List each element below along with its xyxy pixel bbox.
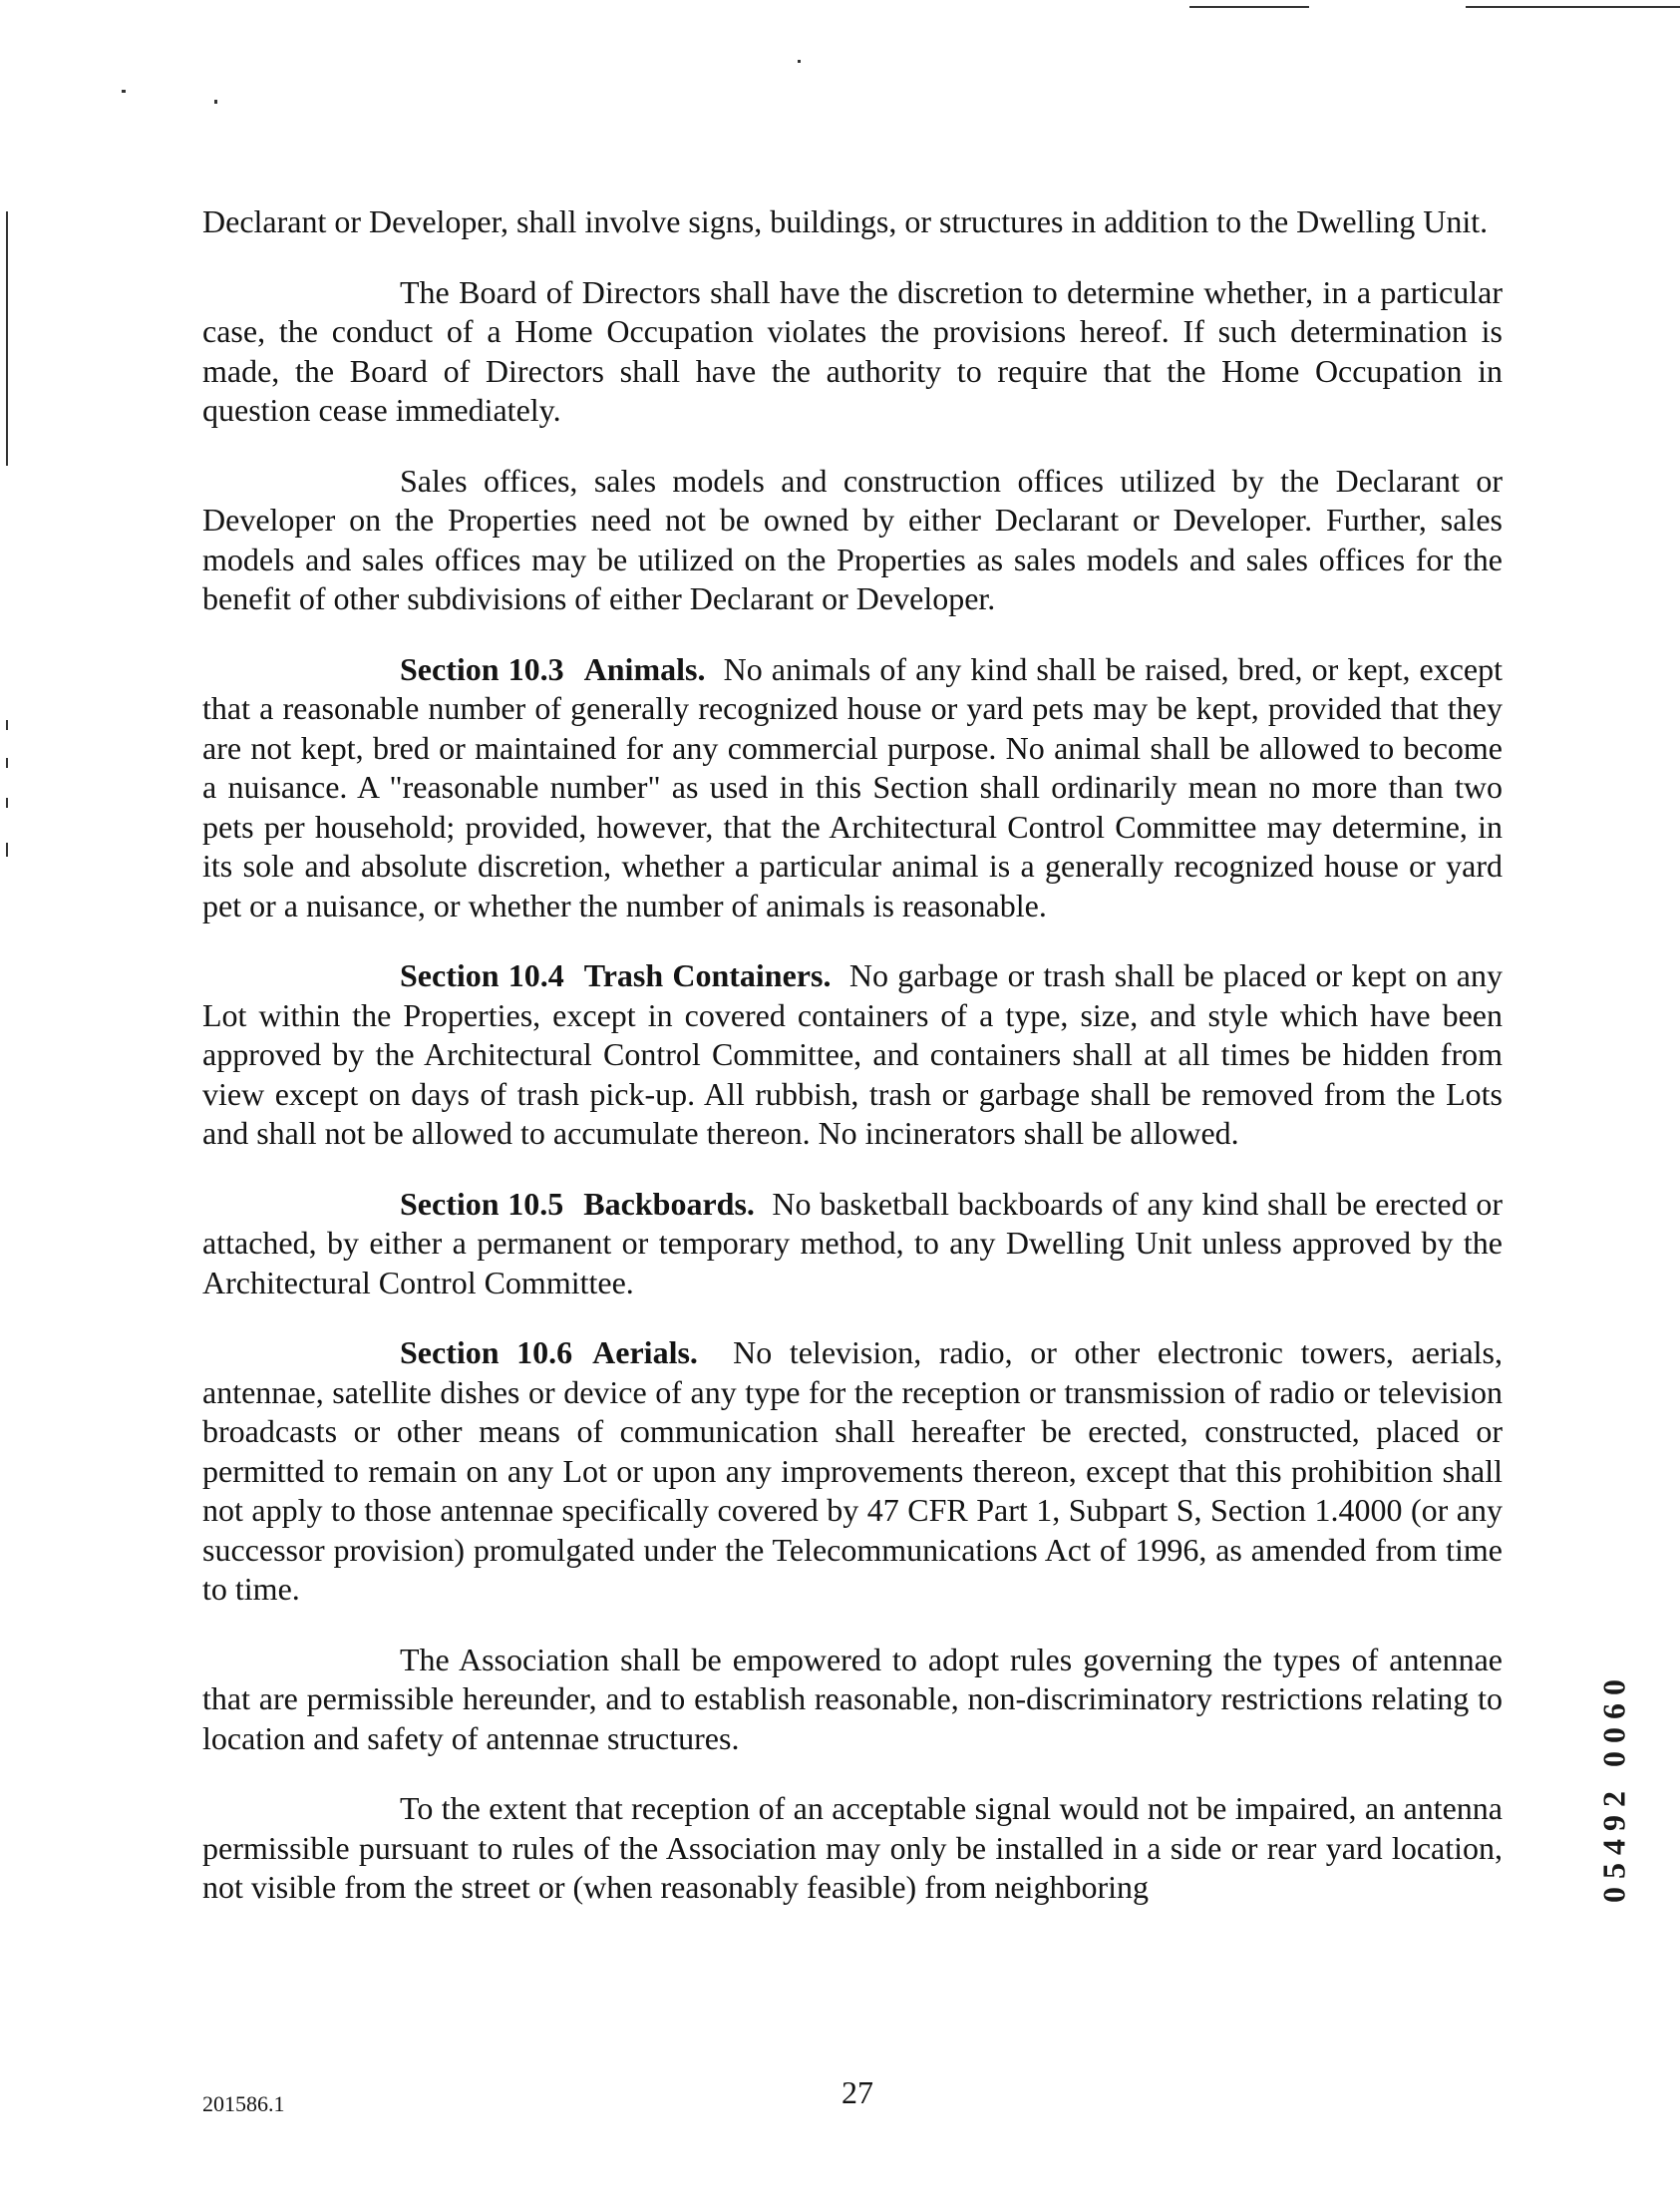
section-10-4-trash-containers [202,956,1503,1154]
section-text: No basketball backboards of any kind shall be erected or attached, by either a permanent or temporary method, to any Dwelling Unit unless approved by the Architectural Control Committee. [202,1185,1504,1300]
paragraph-sales-offices [202,462,1503,619]
section-title: Backboards. [583,1185,755,1222]
scan-artifact-tick-1 [6,720,8,730]
section-title: Trash Containers. [583,957,832,993]
recording-stamp-text: 05492 0060 [1595,1671,1632,1903]
footer-document-number: 201586.1 [202,2091,285,2116]
section-number: Section 10.6 [400,1334,573,1370]
scan-artifact-margin-line-1 [6,211,8,466]
paragraph-text: Declarant or Developer, shall involve signs, buildings, or structures in addition to the Dwelling Unit. [202,203,1489,239]
paragraph-continuation [202,202,1503,242]
section-10-5-backboards [202,1185,1503,1303]
section-10-3-animals [202,650,1503,926]
section-10-6-aerials [202,1333,1503,1610]
paragraph-antenna-location [202,1789,1503,1908]
section-title: Animals. [583,650,706,687]
scan-artifact-tick-2 [6,758,8,768]
paragraph-text: The Association shall be empowered to adopt rules governing the types of antennae that are permissible hereunder, and to establish reasonable, non-discriminatory restrictions relating to location and safety of antennae structures. [202,1641,1503,1756]
paragraph-text: Sales offices, sales models and construction offices utilized by the Declarant or Developer on the Properties need not be owned by either Declarant or Developer. Further, sales models and sales offices may be utilized on the Properties as sales models and sales offices for the benefit of other subdivisions of either Declarant or Developer. [202,462,1503,616]
section-text: No animals of any kind shall be raised, bred, or kept, except that a reasonable number of generally recognized house or yard pets may be kept, provided that they are not kept, bred or maintained for any commercial purpose. No animal shall be allowed to become a nuisance. A "reasonable number" as used in this Section shall ordinarily mean no more than two pets per household; provided, however, that the Architectural Control Committee may determine, in its sole and absolute discretion, whether a particular animal is a generally recognized house or yard pet or a nuisance, or whether the number of animals is reasonable. [202,650,1504,923]
document-body [202,202,1503,1939]
section-text: No garbage or trash shall be placed or kept on any Lot within the Properties, except in covered containers of a type, size, and style which have been approved by the Architectural Control Committee, and containers shall at all times be hidden from view except on days of trash pick-up. All rubbish, trash or garbage shall be removed from the Lots and shall not be allowed to accumulate thereon. No incinerators shall be allowed. [202,957,1504,1151]
paragraph-association-rules [202,1641,1503,1759]
paragraph-text: The Board of Directors shall have the discretion to determine whether, in a particular case, the conduct of a Home Occupation violates the provisions hereof. If such determination is made, the Board of Directors shall have the authority to require that the Home Occupation in question cease immediately. [202,273,1503,428]
paragraph-board-discretion [202,273,1503,431]
scan-artifact-top-rule-1 [1189,6,1309,8]
scan-artifact-dot-3 [798,60,801,63]
footer-page-number: 27 [841,2074,873,2110]
scan-artifact-top-rule-2 [1466,6,1680,8]
scan-artifact-dot-2 [214,100,217,104]
paragraph-text: To the extent that reception of an acceptable signal would not be impaired, an antenna permissible pursuant to rules of the Association may only be installed in a side or rear yard location, not visible from the street or (when reasonably feasible) from neighboring [202,1790,1503,1905]
section-number: Section 10.5 [400,1185,564,1222]
scan-artifact-tick-4 [6,843,8,857]
recording-stamp [1591,1608,1637,1967]
section-text: No television, radio, or other electronic towers, aerials, antennae, satellite dishes or device of any type for the reception or transmission of radio or television broadcasts or other means of communication shall hereafter be erected, constructed, placed or permitted to remain on any Lot or upon any improvements thereon, except that this prohibition shall not apply to those antennae specifically covered by 47 CFR Part 1, Subpart S, Section 1.4000 (or any successor provision) promulgated under the Telecommunications Act of 1996, as amended from time to time. [202,1334,1504,1607]
section-number: Section 10.3 [400,650,564,687]
section-number: Section 10.4 [400,957,564,993]
scan-artifact-tick-3 [6,798,8,808]
scan-artifact-dot-1 [122,90,126,93]
section-title: Aerials. [592,1334,698,1370]
